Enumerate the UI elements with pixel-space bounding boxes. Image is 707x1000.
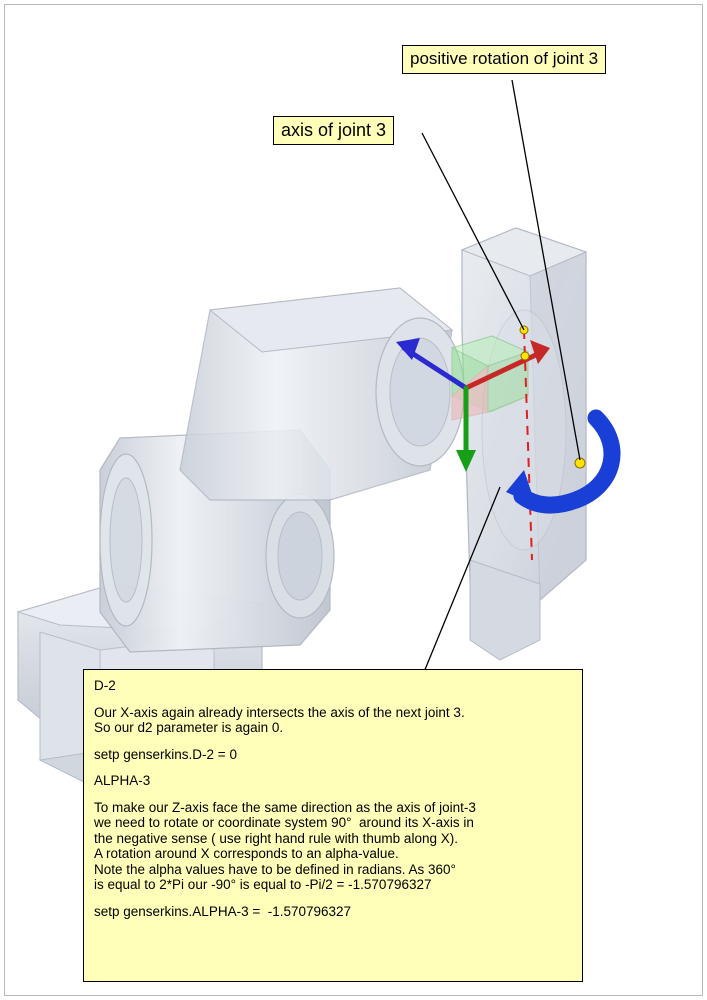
note-line: is equal to 2*Pi our -90° is equal to -Pi/2 = -1.570796327 xyxy=(94,877,432,892)
note-line: we need to rotate or coordinate system 90° around its X-axis in xyxy=(94,815,474,830)
note-spacer xyxy=(94,893,572,904)
callout-axis-of-joint-3 xyxy=(273,116,394,145)
note-line: So our d2 parameter is again 0. xyxy=(94,720,284,735)
note-spacer xyxy=(94,694,572,705)
callout-positive-rotation xyxy=(402,45,606,74)
note-line: D-2 xyxy=(94,678,116,693)
note-line: the negative sense ( use right hand rule with thumb along X). xyxy=(94,830,458,846)
note-line: A rotation around X corresponds to an alpha-value. xyxy=(94,846,399,861)
note-spacer xyxy=(94,736,572,747)
robot-forearm xyxy=(462,228,586,660)
note-line: ALPHA-3 xyxy=(94,773,151,788)
note-line: setp genserkins.ALPHA-3 = -1.570796327 xyxy=(94,903,352,919)
note-spacer xyxy=(94,762,572,773)
note-box xyxy=(83,669,583,982)
callout-axis-of-joint-3-label: axis of joint 3 xyxy=(281,120,387,140)
note-spacer xyxy=(94,789,572,800)
note-line: To make our Z-axis face the same direction as the axis of joint-3 xyxy=(94,799,476,815)
note-line: Note the alpha values have to be defined in radians. As 360° xyxy=(94,861,456,877)
callout-positive-rotation-label: positive rotation of joint 3 xyxy=(410,49,599,68)
note-line: setp genserkins.D-2 = 0 xyxy=(94,746,237,762)
robot-upper-arm xyxy=(180,288,464,500)
note-line: Our X-axis again already intersects the axis of the next joint 3. xyxy=(94,704,465,720)
